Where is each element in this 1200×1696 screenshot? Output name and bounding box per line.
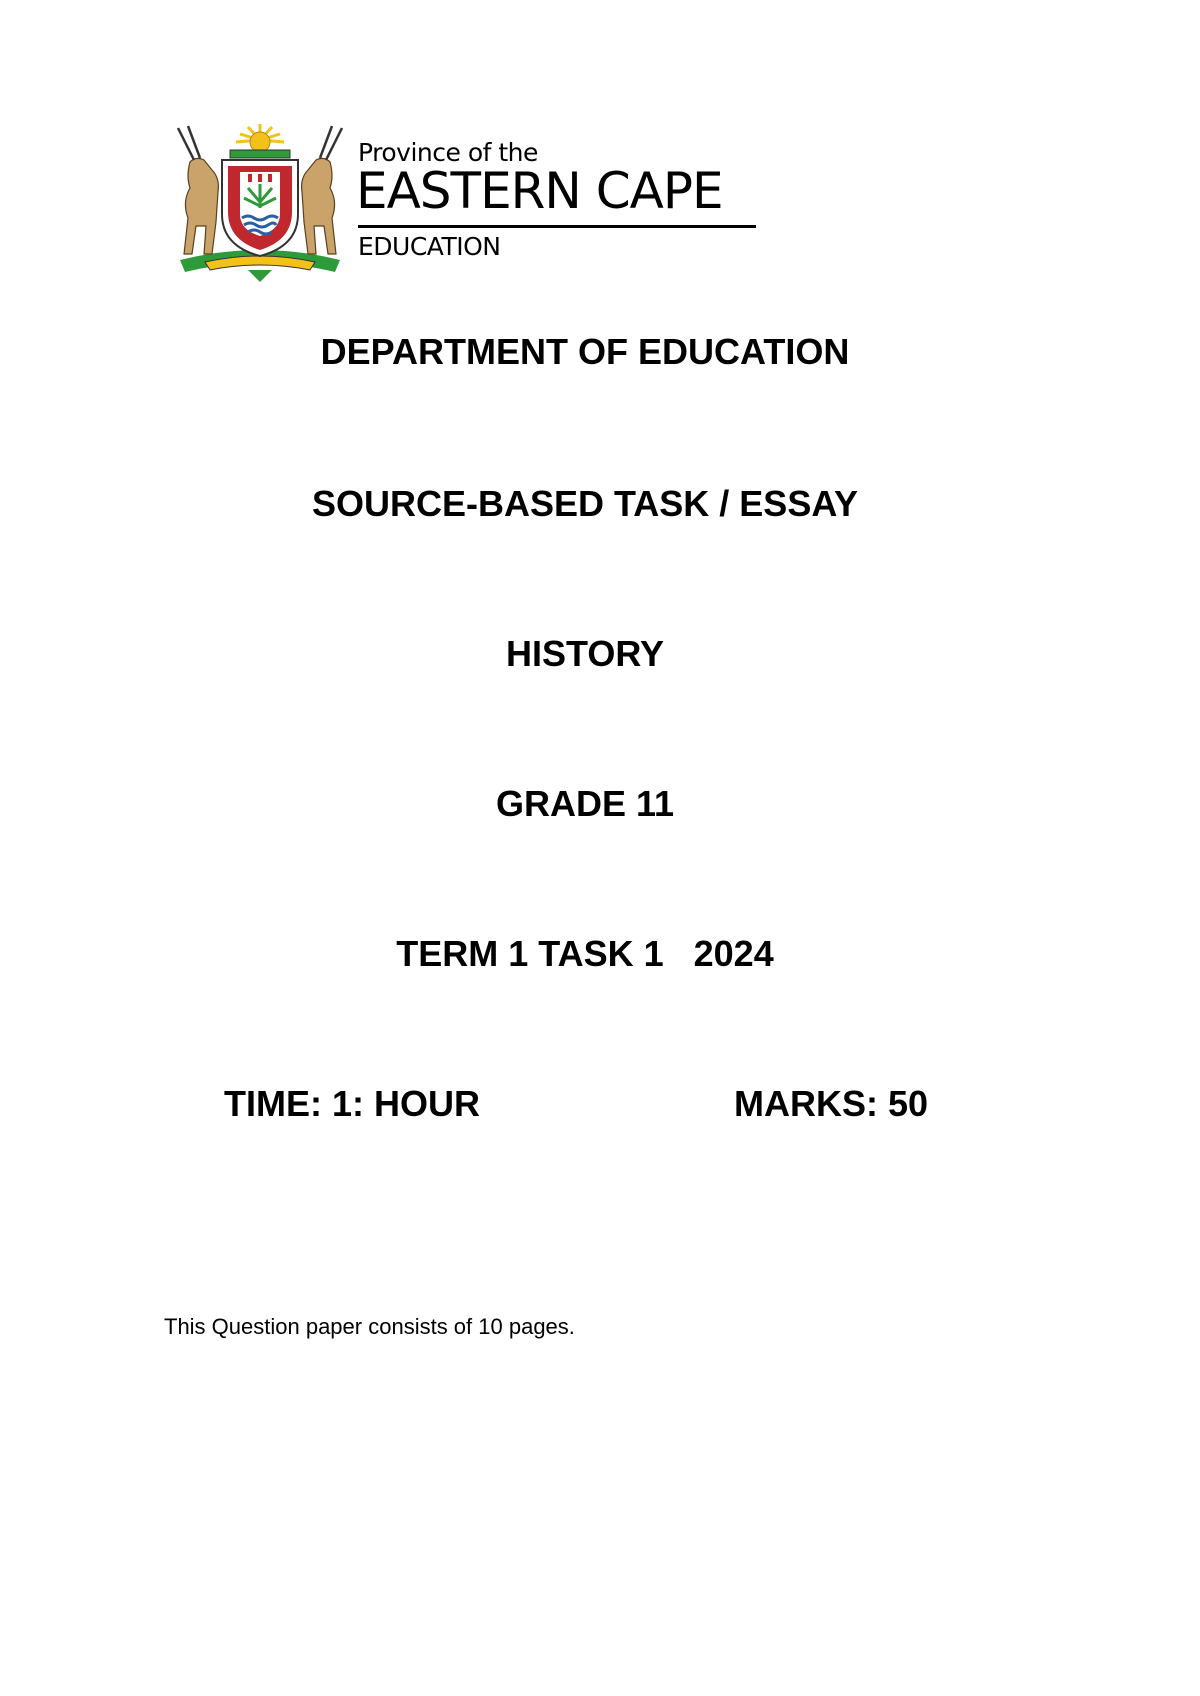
page-count-note: This Question paper consists of 10 pages. xyxy=(164,1314,575,1339)
logo-wordmark xyxy=(358,122,758,282)
logo-province-text: Province of the xyxy=(358,138,538,167)
department-heading: DEPARTMENT OF EDUCATION xyxy=(320,331,850,372)
eastern-cape-education-logo xyxy=(160,122,760,282)
coat-of-arms-icon xyxy=(160,122,360,282)
marks-label: MARKS: 50 xyxy=(734,1083,929,1124)
subject-heading: HISTORY xyxy=(505,633,665,674)
task-type-heading: SOURCE-BASED TASK / ESSAY xyxy=(311,483,859,524)
logo-education-text: EDUCATION xyxy=(358,232,501,261)
grade-heading: GRADE 11 xyxy=(495,783,675,824)
term-heading: TERM 1 TASK 1 2024 xyxy=(396,933,774,974)
logo-eastern-cape-text: EASTERN CAPE xyxy=(356,162,723,220)
time-label: TIME: 1: HOUR xyxy=(224,1083,480,1124)
logo-divider xyxy=(358,225,756,228)
